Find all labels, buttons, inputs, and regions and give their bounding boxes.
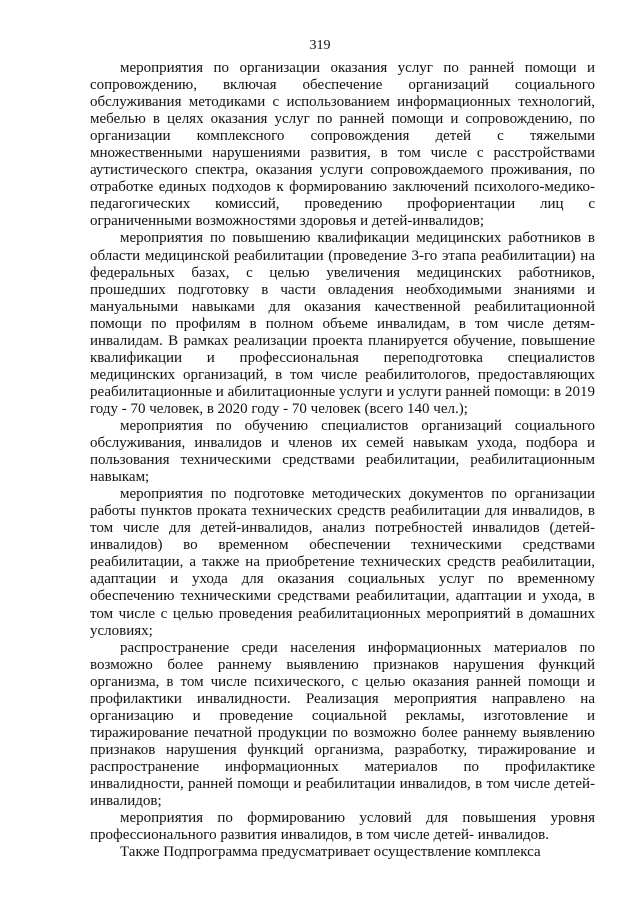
paragraph-early-help-services: мероприятия по организации оказания услуг по ранней помощи и сопровождению, включая обеспечение организаций социального обслуживания методиками с использованием информационных технологий, мебелью в целях оказания услуг по ранней помощи и сопровождению, по организации комплексного сопровождения детей с тяжелыми множественными нарушениями развития, в том числе с расстройствами аутистического спектра, оказания услуги сопровождаемого проживания, по отработке единых подходов к формированию заключений психолого-медико-педагогических комиссий, проведению профориентации лиц с ограниченными возможностями здоровья и детей-инвалидов; — [90, 60, 595, 230]
paragraph-subprogram-complex: Также Подпрограмма предусматривает осуществление комплекса — [120, 844, 541, 861]
paragraph-medical-training: мероприятия по повышению квалификации медицинских работников в области медицинской реабилитации (проведение 3-го этапа реабилитации) на федеральных базах, с целью увеличения медицинских работников, прошедших подготовку в части овладения необходимыми знаниями и мануальными навыками для оказания качественной реабилитационной помощи по профилям в полном объеме инвалидам, в том числе детям-инвалидам. В рамках реализации проекта планируется обучение, повышение квалификации и профессиональная переподготовка специалистов медицинских организаций, в том числе реабилитологов, предоставляющих реабилитационные и абилитационные услуги и услуги ранней помощи: в 2019 году - 70 человек, в 2020 году - 70 человек (всего 140 чел.); — [90, 230, 595, 417]
paragraph-info-materials: распространение среди населения информационных материалов по возможно более раннему выявлению признаков нарушения функций организма, в том числе психического, с целью оказания ранней помощи и профилактики инвалидности. Реализация мероприятия направлено на организацию и проведение социальной рекламы, изготовление и тиражирование печатной продукции по возможно более раннему выявлению признаков нарушения функций организма, разработку, тиражирование и распространение информационных материалов по профилактике инвалидности, ранней помощи и реабилитации инвалидов, в том числе детей-инвалидов; — [90, 639, 595, 810]
paragraph-social-staff-training: мероприятия по обучению специалистов организаций социального обслуживания, инвалидов и членов их семей навыкам ухода, подбора и пользования техническими средствами реабилитации, реабилитационным навыкам; — [90, 417, 595, 486]
paragraph-professional-development: мероприятия по формированию условий для повышения уровня профессионального развития инвалидов, в том числе детей- инвалидов. — [90, 810, 595, 844]
document-body — [90, 60, 595, 861]
paragraph-rental-points: мероприятия по подготовке методических документов по организации работы пунктов проката технических средств реабилитации для инвалидов, в том числе для детей-инвалидов, анализ потребностей инвалидов (детей-инвалидов) во временном обеспечении техническими средствами реабилитации, а также на приобретение технических средств реабилитации, адаптации и ухода для оказания социальных услуг по временному обеспечению техническими средствами реабилитации, адаптации и ухода, в том числе с целью проведения реабилитационных мероприятий в домашних условиях; — [90, 486, 595, 639]
page-number: 319 — [309, 38, 331, 53]
